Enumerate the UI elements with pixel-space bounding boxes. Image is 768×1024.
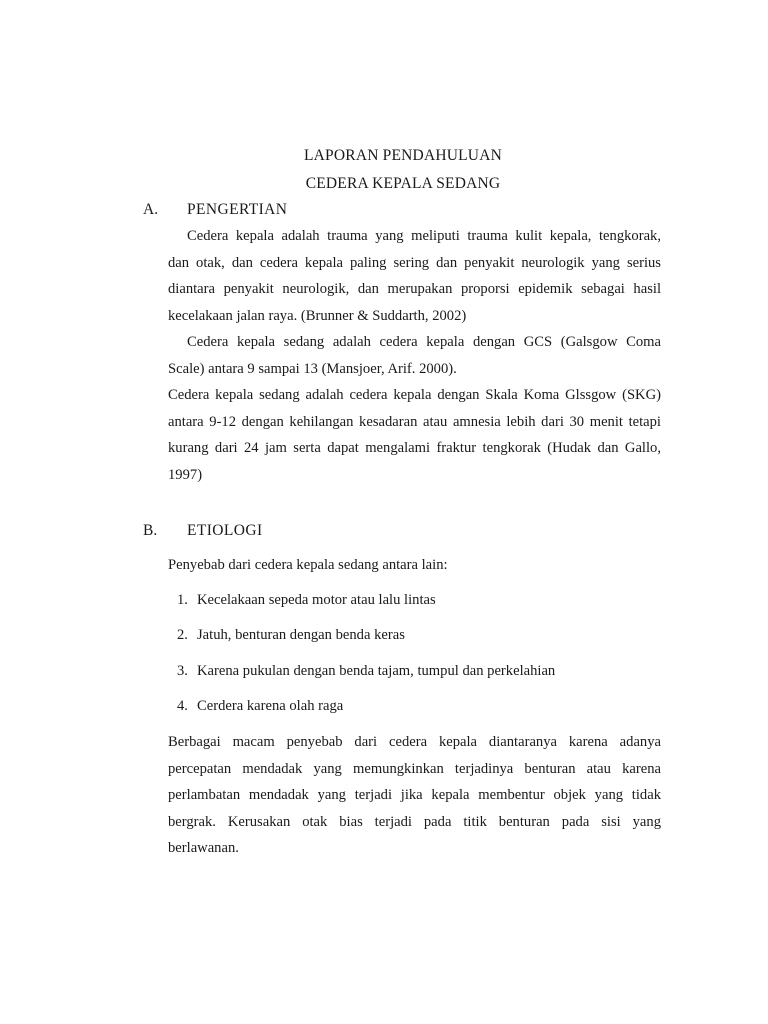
text-line: berlawanan. (168, 840, 239, 857)
list-item (177, 663, 555, 680)
section-b-letter: B. (143, 522, 158, 539)
text-line: bergrak. Kerusakan otak bias terjadi pada titik benturan pada sisi yang (168, 813, 661, 830)
list-text: Karena pukulan dengan benda tajam, tumpul dan perkelahian (197, 663, 556, 679)
text-line: perlambatan mendadak yang terjadi jika kepala membentur objek yang tidak (168, 787, 661, 804)
text-line: Berbagai macam penyebab dari cedera kepala diantaranya karena adanya (168, 734, 661, 750)
list-number: 2. (177, 627, 188, 643)
text-line: antara 9-12 dengan kehilangan kesadaran atau amnesia lebih dari 30 menit tetapi (168, 413, 661, 430)
list-number: 1. (177, 592, 188, 608)
text-line: percepatan mendadak yang memungkinkan terjadinya benturan atau karena (168, 760, 661, 777)
list-item (177, 592, 436, 609)
section-a-paragraph-3 (168, 382, 661, 488)
list-text: Kecelakaan sepeda motor atau lalu lintas (197, 592, 436, 608)
text-line: kecelakaan jalan raya. (Brunner & Suddarth, 2002) (168, 307, 467, 324)
document-title-line1: LAPORAN PENDAHULUAN (304, 147, 502, 164)
section-b-closing-paragraph (168, 729, 661, 862)
section-b-heading: ETIOLOGI (187, 522, 263, 539)
list-number: 4. (177, 698, 188, 714)
text-line: 1997) (168, 466, 203, 483)
section-a-paragraph-1 (168, 223, 661, 329)
list-item (177, 698, 343, 715)
text-line: Cedera kepala sedang adalah cedera kepala dengan GCS (Galsgow Coma (187, 334, 661, 350)
list-text: Cerdera karena olah raga (197, 698, 344, 714)
list-text: Jatuh, benturan dengan benda keras (197, 627, 405, 643)
text-line: kurang dari 24 jam serta dapat mengalami fraktur tengkorak (Hudak dan Gallo, (168, 440, 661, 457)
text-line: Cedera kepala adalah trauma yang meliputi trauma kulit kepala, tengkorak, (187, 228, 661, 244)
section-a-heading: PENGERTIAN (187, 201, 288, 218)
list-number: 3. (177, 663, 188, 679)
list-item (177, 627, 405, 644)
text-line: diantara penyakit neurologik, dan merupakan proporsi epidemik sebagai hasil (168, 281, 661, 298)
section-a-letter: A. (143, 201, 159, 218)
text-line: Scale) antara 9 sampai 13 (Mansjoer, Arif. 2000). (168, 360, 457, 377)
document-title-line2: CEDERA KEPALA SEDANG (305, 175, 501, 192)
text-line: Cedera kepala sedang adalah cedera kepala dengan Skala Koma Glssgow (SKG) (168, 387, 661, 403)
text-line: dan otak, dan cedera kepala paling sering dan penyakit neurologik yang serius (168, 254, 661, 271)
section-a-paragraph-2 (168, 329, 661, 382)
section-b-intro: Penyebab dari cedera kepala sedang antara lain: (168, 557, 448, 573)
